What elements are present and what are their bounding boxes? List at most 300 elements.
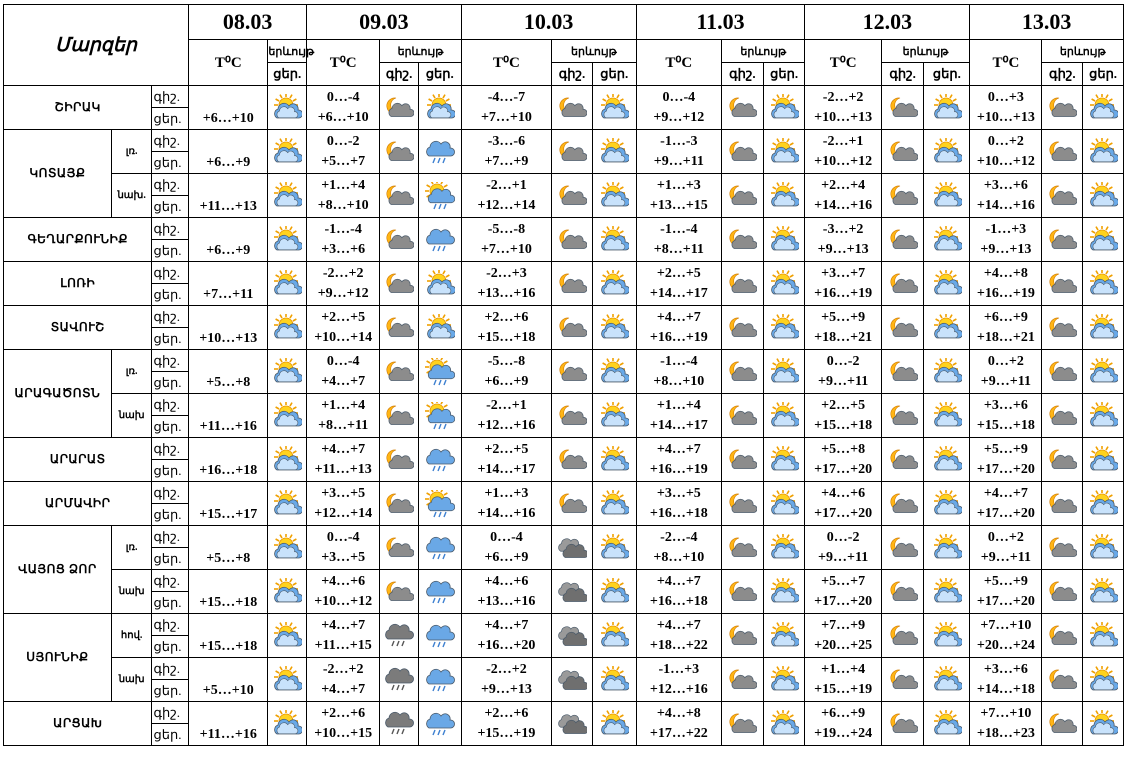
temp-value: +16…+18	[189, 438, 268, 482]
day-temp: +10…+13	[976, 109, 1035, 125]
day-temp: +9…+11	[818, 549, 869, 565]
sun-cloud-icon	[763, 614, 805, 658]
moon-cloud-icon	[552, 130, 593, 174]
moon-cloud-icon	[1042, 350, 1083, 394]
temp-range	[805, 394, 881, 438]
night-temp: 0…+2	[987, 353, 1024, 369]
sun-cloud-icon	[268, 438, 307, 482]
sun-cloud-icon	[268, 570, 307, 614]
day-temp: +9…+11	[653, 153, 704, 169]
sun-cloud-icon	[924, 702, 970, 746]
temp-value: +10…+13	[189, 306, 268, 350]
sun-cloud-icon	[592, 262, 636, 306]
temp-value: +11…+16	[189, 702, 268, 746]
day-temp: +16…+19	[649, 329, 708, 345]
moon-cloud-icon	[380, 130, 419, 174]
phenomenon-header: երևույթ	[380, 40, 461, 63]
day-temp: +17…+20	[976, 593, 1035, 609]
day-temp: +15…+18	[814, 417, 873, 433]
forecast-table	[3, 4, 1124, 746]
night-temp: +1…+4	[656, 397, 701, 413]
day-subheader: ցեր.	[763, 63, 805, 86]
night-temp: -3…+2	[822, 221, 864, 237]
table-row	[4, 262, 1124, 284]
temp-range	[307, 658, 380, 702]
night-temp: +3…+6	[983, 661, 1028, 677]
moon-cloud-icon	[552, 174, 593, 218]
night-temp: +5…+8	[821, 441, 866, 457]
day-label: ցեր.	[152, 724, 189, 746]
moon-cloud-icon	[1042, 218, 1083, 262]
night-temp: +2…+6	[484, 705, 529, 721]
temp-value: +5…+8	[189, 350, 268, 394]
table-row	[4, 702, 1124, 724]
day-temp: +6…+9	[484, 373, 529, 389]
temp-range	[970, 702, 1042, 746]
sun-cloud-icon	[1083, 262, 1124, 306]
temp-range	[970, 482, 1042, 526]
night-temp: +4…+8	[656, 705, 701, 721]
night-temp: 0…-2	[826, 353, 860, 369]
day-temp: +10…+12	[976, 153, 1035, 169]
sun-cloud-icon	[418, 262, 461, 306]
day-temp: +6…+10	[317, 109, 369, 125]
sun-cloud-icon	[763, 482, 805, 526]
temp-range	[805, 526, 881, 570]
temp-range	[307, 614, 380, 658]
moon-cloud-icon	[881, 526, 924, 570]
sun-cloud-icon	[1083, 526, 1124, 570]
sun-cloud-icon	[592, 570, 636, 614]
rain-cloud-icon	[418, 130, 461, 174]
day-label: ցեր.	[152, 108, 189, 130]
night-temp: +4…+7	[656, 617, 701, 633]
day-label: ցեր.	[152, 416, 189, 438]
night-temp: -2…+1	[486, 397, 527, 413]
day-temp: +13…+15	[649, 197, 708, 213]
sun-cloud-icon	[763, 218, 805, 262]
sun-cloud-icon	[924, 658, 970, 702]
day-temp: +9…+13	[980, 241, 1032, 257]
moon-cloud-icon	[881, 218, 924, 262]
night-temp: +6…+9	[983, 309, 1028, 325]
day-temp: +13…+16	[477, 285, 536, 301]
temp-range	[970, 350, 1042, 394]
day-temp: +9…+13	[480, 681, 532, 697]
sun-cloud-icon	[924, 438, 970, 482]
sun-cloud-icon	[924, 130, 970, 174]
night-subheader: գիշ.	[380, 63, 419, 86]
moon-cloud-icon	[1042, 86, 1083, 130]
table-row	[4, 482, 1124, 504]
moon-cloud-icon	[552, 350, 593, 394]
moon-cloud-icon	[552, 218, 593, 262]
forecast-body	[4, 86, 1124, 746]
temp-range	[805, 86, 881, 130]
day-label: ցեր.	[152, 680, 189, 702]
sun-cloud-icon	[1083, 614, 1124, 658]
moon-cloud-icon	[380, 526, 419, 570]
day-temp: +18…+21	[976, 329, 1035, 345]
day-temp: +17…+20	[976, 505, 1035, 521]
sun-rain-icon	[418, 394, 461, 438]
sun-cloud-icon	[268, 262, 307, 306]
date-header: 09.03	[307, 5, 462, 40]
day-temp: +14…+16	[814, 197, 873, 213]
day-temp: +13…+16	[477, 593, 536, 609]
sun-cloud-icon	[592, 394, 636, 438]
night-temp: -2…+2	[822, 89, 864, 105]
night-temp: +4…+7	[321, 617, 366, 633]
night-temp: -1…-4	[660, 353, 698, 369]
sun-cloud-icon	[592, 218, 636, 262]
night-temp: -1…+3	[985, 221, 1027, 237]
day-subheader: ցեր.	[924, 63, 970, 86]
temp-value: +6…+10	[189, 86, 268, 130]
moon-cloud-icon	[722, 614, 764, 658]
moon-cloud-icon	[552, 262, 593, 306]
temp-value: +11…+13	[189, 174, 268, 218]
rain-cloud-icon	[418, 570, 461, 614]
night-temp: 0…-4	[490, 529, 523, 545]
sun-cloud-icon	[1083, 658, 1124, 702]
night-temp: -2…+2	[486, 661, 527, 677]
day-temp: +10…+14	[314, 329, 373, 345]
day-subheader: ցեր.	[418, 63, 461, 86]
sun-cloud-icon	[268, 702, 307, 746]
day-label: ցեր.	[152, 196, 189, 218]
region-name: ԳԵՂԱՐՔՈՒՆԻՔ	[4, 218, 152, 262]
moon-cloud-icon	[722, 350, 764, 394]
night-label: գիշ.	[152, 614, 189, 636]
moon-cloud-icon	[1042, 702, 1083, 746]
day-temp: +6…+9	[484, 549, 529, 565]
temp-range	[636, 262, 721, 306]
day-temp: +15…+19	[814, 681, 873, 697]
sun-cloud-icon	[268, 306, 307, 350]
temp-range	[805, 570, 881, 614]
sun-cloud-icon	[592, 86, 636, 130]
phenomenon-header: երևույթ	[722, 40, 805, 63]
table-row	[4, 438, 1124, 460]
table-row	[4, 130, 1124, 152]
sun-cloud-icon	[268, 86, 307, 130]
sun-cloud-icon	[592, 174, 636, 218]
night-temp: 0…-2	[326, 133, 360, 149]
day-temp: +5…+7	[321, 153, 366, 169]
temp-range	[805, 614, 881, 658]
night-temp: 0…+2	[987, 133, 1024, 149]
night-temp: +3…+6	[983, 177, 1028, 193]
temp-range	[805, 702, 881, 746]
moon-cloud-icon	[722, 218, 764, 262]
storm-cloud-icon	[380, 658, 419, 702]
table-row	[4, 614, 1124, 636]
day-temp: +14…+17	[649, 417, 708, 433]
moon-cloud-icon	[380, 482, 419, 526]
sun-cloud-icon	[1083, 174, 1124, 218]
moon-cloud-icon	[380, 86, 419, 130]
temp-range	[461, 570, 552, 614]
date-header: 12.03	[805, 5, 970, 40]
sun-cloud-icon	[592, 614, 636, 658]
moon-cloud-icon	[380, 218, 419, 262]
sun-cloud-icon	[924, 394, 970, 438]
temp-range	[461, 218, 552, 262]
moon-cloud-icon	[1042, 614, 1083, 658]
day-temp: +8…+10	[653, 373, 705, 389]
temp-range	[636, 218, 721, 262]
temp-header: T⁰C	[970, 40, 1042, 86]
night-subheader: գիշ.	[552, 63, 593, 86]
date-header: 13.03	[970, 5, 1124, 40]
night-temp: 0…-4	[326, 89, 360, 105]
temp-range	[805, 350, 881, 394]
temp-value: +6…+9	[189, 130, 268, 174]
day-label: ցեր.	[152, 636, 189, 658]
day-temp: +8…+11	[318, 417, 369, 433]
temp-range	[307, 394, 380, 438]
moon-cloud-icon	[881, 262, 924, 306]
day-temp: +12…+14	[477, 197, 536, 213]
night-temp: +2…+5	[656, 265, 701, 281]
moon-cloud-icon	[380, 262, 419, 306]
moon-cloud-icon	[380, 438, 419, 482]
night-temp: -4…-7	[487, 89, 526, 105]
sun-cloud-icon	[924, 526, 970, 570]
region-name: ԱՐԱԳԱԾՈՏՆ	[4, 350, 112, 438]
region-name: ՇԻՐԱԿ	[4, 86, 152, 130]
day-temp: +14…+18	[976, 681, 1035, 697]
temp-value: +15…+18	[189, 614, 268, 658]
temp-header: T⁰C	[189, 40, 268, 86]
night-temp: +1…+4	[821, 661, 866, 677]
night-temp: -1…-4	[660, 221, 698, 237]
night-temp: -2…+3	[486, 265, 527, 281]
phenomenon-header: երևույթ	[552, 40, 636, 63]
day-temp: +8…+10	[317, 197, 369, 213]
day-temp: +18…+22	[649, 637, 708, 653]
day-temp: +9…+11	[818, 373, 869, 389]
day-temp: +4…+7	[321, 681, 366, 697]
zone-label: հով.	[111, 614, 152, 658]
temp-value: +15…+18	[189, 570, 268, 614]
region-name: ԼՈՌԻ	[4, 262, 152, 306]
moon-cloud-icon	[380, 394, 419, 438]
clouds-icon	[552, 526, 593, 570]
sun-cloud-icon	[924, 482, 970, 526]
clouds-icon	[552, 614, 593, 658]
temp-range	[970, 130, 1042, 174]
sun-rain-icon	[418, 174, 461, 218]
table-row	[4, 218, 1124, 240]
moon-cloud-icon	[881, 86, 924, 130]
region-name: ՎԱՅՈՑ ՁՈՐ	[4, 526, 112, 614]
temp-range	[636, 482, 721, 526]
moon-cloud-icon	[1042, 570, 1083, 614]
temp-range	[307, 526, 380, 570]
temp-range	[805, 658, 881, 702]
day-temp: +12…+14	[314, 505, 373, 521]
night-label: գիշ.	[152, 174, 189, 196]
day-temp: +11…+13	[314, 461, 372, 477]
day-temp: +3…+5	[321, 549, 366, 565]
day-temp: +9…+12	[653, 109, 705, 125]
day-label: ցեր.	[152, 504, 189, 526]
clouds-icon	[552, 658, 593, 702]
zone-label: նախ.	[111, 174, 152, 218]
night-temp: +4…+7	[983, 485, 1028, 501]
moon-cloud-icon	[881, 174, 924, 218]
zone-label: նախ	[111, 570, 152, 614]
day-temp: +16…+18	[649, 593, 708, 609]
day-temp: +14…+16	[976, 197, 1035, 213]
moon-cloud-icon	[552, 482, 593, 526]
moon-cloud-icon	[722, 306, 764, 350]
sun-cloud-icon	[763, 350, 805, 394]
day-temp: +14…+17	[649, 285, 708, 301]
day-temp: +16…+19	[814, 285, 873, 301]
moon-cloud-icon	[1042, 438, 1083, 482]
moon-cloud-icon	[881, 350, 924, 394]
sun-cloud-icon	[924, 350, 970, 394]
night-temp: +2…+5	[484, 441, 529, 457]
temp-range	[805, 218, 881, 262]
moon-cloud-icon	[881, 482, 924, 526]
night-subheader: գիշ.	[722, 63, 764, 86]
moon-cloud-icon	[552, 86, 593, 130]
sun-cloud-icon	[268, 394, 307, 438]
night-temp: 0…-4	[326, 353, 360, 369]
sun-cloud-icon	[592, 438, 636, 482]
night-temp: +2…+5	[821, 397, 866, 413]
day-temp: +17…+22	[649, 725, 708, 741]
temp-range	[636, 658, 721, 702]
region-name: ԱՐԱՐԱՏ	[4, 438, 152, 482]
sun-cloud-icon	[1083, 570, 1124, 614]
day-label: ցեր.	[152, 548, 189, 570]
moon-cloud-icon	[1042, 262, 1083, 306]
temp-range	[307, 702, 380, 746]
night-temp: -2…+2	[322, 265, 364, 281]
night-temp: +4…+7	[656, 309, 701, 325]
temp-range	[461, 526, 552, 570]
night-label: գիշ.	[152, 86, 189, 108]
night-temp: +5…+7	[821, 573, 866, 589]
night-temp: -1…-4	[324, 221, 362, 237]
moon-cloud-icon	[1042, 174, 1083, 218]
night-temp: -2…+1	[486, 177, 527, 193]
rain-cloud-icon	[418, 218, 461, 262]
moon-cloud-icon	[722, 526, 764, 570]
day-temp: +20…+25	[814, 637, 873, 653]
sun-cloud-icon	[763, 174, 805, 218]
temp-range	[636, 394, 721, 438]
rain-cloud-icon	[418, 658, 461, 702]
moon-cloud-icon	[1042, 658, 1083, 702]
temp-range	[461, 438, 552, 482]
sun-cloud-icon	[1083, 438, 1124, 482]
day-temp: +16…+19	[649, 461, 708, 477]
temp-header: T⁰C	[636, 40, 721, 86]
day-temp: +7…+9	[484, 153, 529, 169]
temp-range	[461, 702, 552, 746]
day-temp: +10…+13	[814, 109, 873, 125]
moon-cloud-icon	[380, 570, 419, 614]
region-name: ՍՅՈՒՆԻՔ	[4, 614, 112, 702]
table-row	[4, 570, 1124, 592]
temp-range	[636, 702, 721, 746]
moon-cloud-icon	[1042, 482, 1083, 526]
temp-range	[307, 350, 380, 394]
day-subheader: ցեր.	[1083, 63, 1124, 86]
clouds-icon	[552, 570, 593, 614]
sun-cloud-icon	[592, 350, 636, 394]
date-header: 10.03	[461, 5, 636, 40]
day-temp: +12…+16	[477, 417, 536, 433]
temp-range	[970, 306, 1042, 350]
day-temp: +17…+20	[814, 593, 873, 609]
day-temp: +16…+18	[649, 505, 708, 521]
date-header: 11.03	[636, 5, 805, 40]
rain-cloud-icon	[418, 438, 461, 482]
sun-cloud-icon	[1083, 130, 1124, 174]
temp-range	[970, 262, 1042, 306]
table-row	[4, 394, 1124, 416]
moon-cloud-icon	[380, 350, 419, 394]
night-temp: 0…-4	[662, 89, 696, 105]
night-label: գիշ.	[152, 482, 189, 504]
regions-header: Մարզեր	[4, 5, 189, 86]
moon-cloud-icon	[552, 438, 593, 482]
day-label: ցեր.	[152, 592, 189, 614]
zone-label: լռ.	[111, 526, 152, 570]
temp-value: +5…+10	[189, 658, 268, 702]
sun-cloud-icon	[418, 86, 461, 130]
night-temp: +1…+4	[321, 177, 366, 193]
night-temp: +5…+9	[821, 309, 866, 325]
temp-header: T⁰C	[461, 40, 552, 86]
moon-cloud-icon	[552, 394, 593, 438]
temp-value: +7…+11	[189, 262, 268, 306]
region-name: ԱՐՑԱԽ	[4, 702, 152, 746]
day-temp: +9…+11	[980, 549, 1031, 565]
moon-cloud-icon	[1042, 130, 1083, 174]
night-temp: +6…+9	[821, 705, 866, 721]
night-temp: +5…+9	[983, 573, 1028, 589]
sun-cloud-icon	[924, 86, 970, 130]
moon-cloud-icon	[881, 438, 924, 482]
storm-cloud-icon	[380, 614, 419, 658]
temp-range	[461, 86, 552, 130]
temp-header: T⁰C	[805, 40, 881, 86]
sun-cloud-icon	[592, 482, 636, 526]
temp-range	[970, 526, 1042, 570]
temp-range	[970, 438, 1042, 482]
temp-range	[461, 174, 552, 218]
temp-range	[307, 482, 380, 526]
sun-cloud-icon	[268, 482, 307, 526]
temp-range	[461, 658, 552, 702]
day-temp: +17…+20	[976, 461, 1035, 477]
temp-range	[636, 350, 721, 394]
sun-cloud-icon	[268, 658, 307, 702]
temp-range	[970, 614, 1042, 658]
temp-range	[307, 130, 380, 174]
temp-range	[636, 86, 721, 130]
day-temp: +7…+10	[480, 241, 532, 257]
night-temp: +5…+9	[983, 441, 1028, 457]
